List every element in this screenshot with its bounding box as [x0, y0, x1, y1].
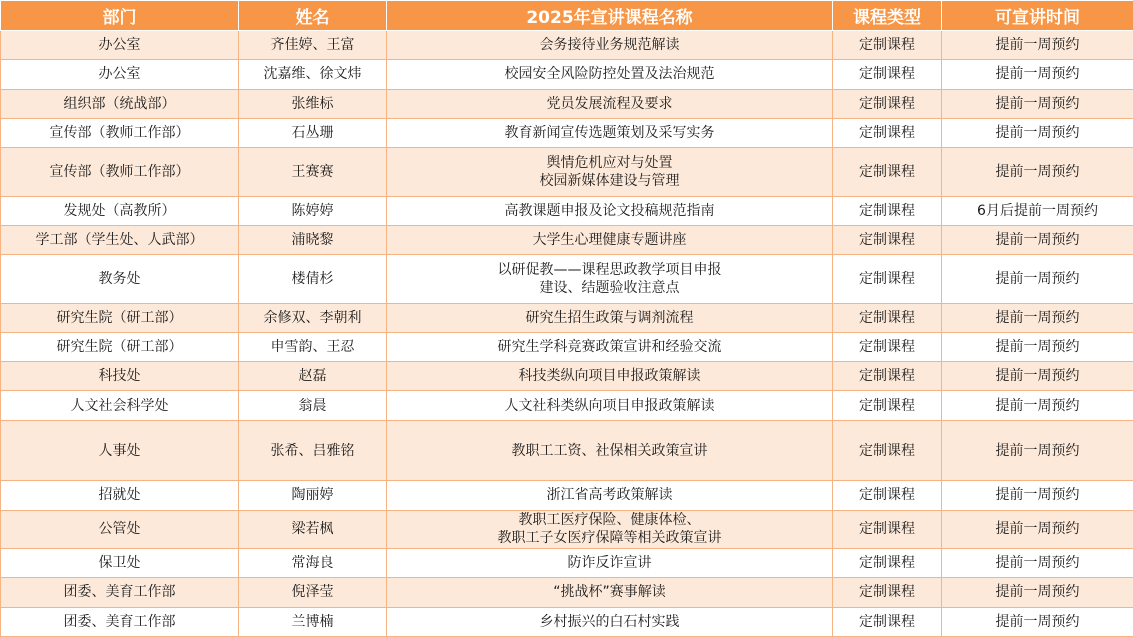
- header-course-type[interactable]: 课程类型: [833, 1, 942, 31]
- cell-name[interactable]: 申雪韵、王忍: [239, 332, 387, 361]
- cell-available-time[interactable]: 提前一周预约: [942, 391, 1133, 420]
- cell-department[interactable]: 宣传部（教师工作部）: [1, 118, 239, 147]
- cell-course-type[interactable]: 定制课程: [833, 481, 942, 510]
- cell-name[interactable]: 楼倩杉: [239, 255, 387, 303]
- cell-department[interactable]: 学工部（学生处、人武部）: [1, 225, 239, 254]
- cell-course-type[interactable]: 定制课程: [833, 31, 942, 60]
- cell-department[interactable]: 组织部（统战部）: [1, 89, 239, 118]
- cell-course-type[interactable]: 定制课程: [833, 510, 942, 548]
- cell-department[interactable]: 招就处: [1, 481, 239, 510]
- cell-available-time[interactable]: 提前一周预约: [942, 148, 1133, 196]
- cell-name[interactable]: 翁晨: [239, 391, 387, 420]
- cell-course-title[interactable]: 研究生招生政策与调剂流程: [387, 303, 833, 332]
- cell-available-time[interactable]: 提前一周预约: [942, 510, 1133, 548]
- cell-course-title[interactable]: 教职工医疗保险、健康体检、 教职工子女医疗保障等相关政策宣讲: [387, 510, 833, 548]
- cell-course-type[interactable]: 定制课程: [833, 255, 942, 303]
- cell-department[interactable]: 研究生院（研工部）: [1, 332, 239, 361]
- cell-course-type[interactable]: 定制课程: [833, 303, 942, 332]
- header-available-time[interactable]: 可宣讲时间: [942, 1, 1133, 31]
- cell-course-title[interactable]: 乡村振兴的白石村实践: [387, 607, 833, 636]
- cell-course-type[interactable]: 定制课程: [833, 549, 942, 578]
- cell-name[interactable]: 石丛珊: [239, 118, 387, 147]
- cell-name[interactable]: 王赛赛: [239, 148, 387, 196]
- cell-name[interactable]: 张维标: [239, 89, 387, 118]
- cell-available-time[interactable]: 提前一周预约: [942, 89, 1133, 118]
- cell-name[interactable]: 兰博楠: [239, 607, 387, 636]
- cell-department[interactable]: 团委、美育工作部: [1, 607, 239, 636]
- cell-name[interactable]: 常海良: [239, 549, 387, 578]
- cell-course-type[interactable]: 定制课程: [833, 391, 942, 420]
- cell-course-title[interactable]: 会务接待业务规范解读: [387, 31, 833, 60]
- table-row: [1, 391, 1133, 420]
- cell-course-title[interactable]: 研究生学科竞赛政策宣讲和经验交流: [387, 332, 833, 361]
- cell-available-time[interactable]: 提前一周预约: [942, 303, 1133, 332]
- cell-name[interactable]: 浦晓黎: [239, 225, 387, 254]
- cell-name[interactable]: 张希、吕雅铭: [239, 420, 387, 481]
- cell-available-time[interactable]: 提前一周预约: [942, 225, 1133, 254]
- cell-department[interactable]: 教务处: [1, 255, 239, 303]
- cell-department[interactable]: 宣传部（教师工作部）: [1, 148, 239, 196]
- cell-department[interactable]: 人文社会科学处: [1, 391, 239, 420]
- cell-available-time[interactable]: 提前一周预约: [942, 362, 1133, 391]
- table-row: [1, 196, 1133, 225]
- cell-course-title[interactable]: 人文社科类纵向项目申报政策解读: [387, 391, 833, 420]
- table-row: [1, 60, 1133, 89]
- table-row: [1, 31, 1133, 60]
- table-row: [1, 362, 1133, 391]
- cell-department[interactable]: 团委、美育工作部: [1, 578, 239, 607]
- cell-course-type[interactable]: 定制课程: [833, 362, 942, 391]
- header-name[interactable]: 姓名: [239, 1, 387, 31]
- cell-course-title[interactable]: 大学生心理健康专题讲座: [387, 225, 833, 254]
- cell-course-type[interactable]: 定制课程: [833, 578, 942, 607]
- cell-name[interactable]: 陶丽婷: [239, 481, 387, 510]
- header-course-title[interactable]: 2025年宣讲课程名称: [387, 1, 833, 31]
- table-row: [1, 89, 1133, 118]
- cell-available-time[interactable]: 提前一周预约: [942, 578, 1133, 607]
- cell-course-type[interactable]: 定制课程: [833, 89, 942, 118]
- table-row: [1, 420, 1133, 481]
- table-row: [1, 549, 1133, 578]
- cell-course-title[interactable]: 党员发展流程及要求: [387, 89, 833, 118]
- cell-course-type[interactable]: 定制课程: [833, 332, 942, 361]
- cell-available-time[interactable]: 提前一周预约: [942, 118, 1133, 147]
- cell-department[interactable]: 科技处: [1, 362, 239, 391]
- cell-name[interactable]: 沈嘉维、徐文炜: [239, 60, 387, 89]
- cell-name[interactable]: 余修双、李朝利: [239, 303, 387, 332]
- cell-name[interactable]: 陈婷婷: [239, 196, 387, 225]
- header-row: [1, 1, 1133, 31]
- cell-available-time[interactable]: 提前一周预约: [942, 332, 1133, 361]
- cell-available-time[interactable]: 6月后提前一周预约: [942, 196, 1133, 225]
- cell-available-time[interactable]: 提前一周预约: [942, 607, 1133, 636]
- cell-course-title[interactable]: 以研促教——课程思政教学项目申报 建设、结题验收注意点: [387, 255, 833, 303]
- cell-available-time[interactable]: 提前一周预约: [942, 420, 1133, 481]
- cell-available-time[interactable]: 提前一周预约: [942, 481, 1133, 510]
- cell-name[interactable]: 齐佳婷、王富: [239, 31, 387, 60]
- cell-course-type[interactable]: 定制课程: [833, 607, 942, 636]
- cell-course-title[interactable]: 教育新闻宣传选题策划及采写实务: [387, 118, 833, 147]
- cell-course-title[interactable]: 科技类纵向项目申报政策解读: [387, 362, 833, 391]
- cell-name[interactable]: 赵磊: [239, 362, 387, 391]
- cell-name[interactable]: 梁若枫: [239, 510, 387, 548]
- cell-course-title[interactable]: “挑战杯”赛事解读: [387, 578, 833, 607]
- table-row: [1, 332, 1133, 361]
- cell-course-title[interactable]: 防诈反诈宣讲: [387, 549, 833, 578]
- cell-course-title[interactable]: 高教课题申报及论文投稿规范指南: [387, 196, 833, 225]
- cell-course-title[interactable]: 教职工工资、社保相关政策宣讲: [387, 420, 833, 481]
- cell-department[interactable]: 发规处（高教所）: [1, 196, 239, 225]
- cell-course-type[interactable]: 定制课程: [833, 225, 942, 254]
- table-body: [1, 31, 1133, 637]
- cell-department[interactable]: 人事处: [1, 420, 239, 481]
- cell-course-type[interactable]: 定制课程: [833, 148, 942, 196]
- cell-department[interactable]: 办公室: [1, 60, 239, 89]
- cell-department[interactable]: 研究生院（研工部）: [1, 303, 239, 332]
- cell-course-type[interactable]: 定制课程: [833, 118, 942, 147]
- table-row: [1, 510, 1133, 548]
- cell-course-type[interactable]: 定制课程: [833, 420, 942, 481]
- table-row: [1, 118, 1133, 147]
- cell-course-title[interactable]: 舆情危机应对与处置 校园新媒体建设与管理: [387, 148, 833, 196]
- table-row: [1, 578, 1133, 607]
- cell-department[interactable]: 保卫处: [1, 549, 239, 578]
- cell-available-time[interactable]: 提前一周预约: [942, 60, 1133, 89]
- cell-department[interactable]: 办公室: [1, 31, 239, 60]
- header-department[interactable]: 部门: [1, 1, 239, 31]
- cell-name[interactable]: 倪泽莹: [239, 578, 387, 607]
- cell-available-time[interactable]: 提前一周预约: [942, 31, 1133, 60]
- cell-course-type[interactable]: 定制课程: [833, 60, 942, 89]
- cell-course-type[interactable]: 定制课程: [833, 196, 942, 225]
- table-row: [1, 148, 1133, 196]
- table-row: [1, 607, 1133, 636]
- cell-department[interactable]: 公管处: [1, 510, 239, 548]
- table-row: [1, 225, 1133, 254]
- cell-available-time[interactable]: 提前一周预约: [942, 549, 1133, 578]
- cell-available-time[interactable]: 提前一周预约: [942, 255, 1133, 303]
- table-row: [1, 255, 1133, 303]
- table-row: [1, 303, 1133, 332]
- cell-course-title[interactable]: 校园安全风险防控处置及法治规范: [387, 60, 833, 89]
- cell-course-title[interactable]: 浙江省高考政策解读: [387, 481, 833, 510]
- table-row: [1, 481, 1133, 510]
